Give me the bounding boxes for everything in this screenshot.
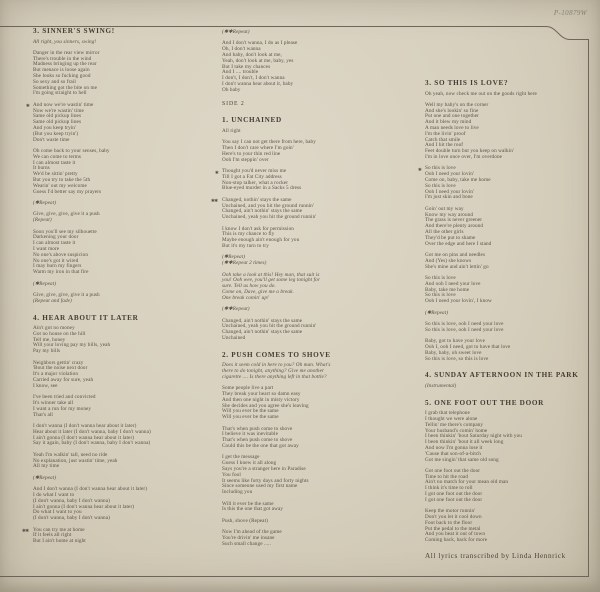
- lyric-stanza: [425, 253, 595, 270]
- lyric-stanza: [26, 101, 220, 144]
- lyric-line: Changed, ain't nothin' stays the same: [222, 329, 303, 336]
- lyric-line: All my time: [33, 463, 60, 470]
- lyric-line: 'Bout the noise next door: [33, 365, 88, 372]
- lyric-line: So this is love, so this is love: [425, 355, 489, 362]
- lyric-line: Will it ever be the same: [222, 500, 274, 507]
- lyric-line: Ooh I need your lovin': [425, 188, 474, 195]
- lyric-line: We'd be sittin' pretty: [33, 171, 78, 178]
- lyric-stanza: [418, 165, 595, 201]
- lyric-line: (✱Repeat): [33, 474, 57, 481]
- lyric-line: Got me singin' that same old song: [425, 456, 499, 463]
- lyric-stanza: [33, 487, 220, 522]
- lyric-line: Goin' out my way: [425, 205, 464, 212]
- lyric-line: Will your loving pay my bills, yeah: [33, 342, 111, 349]
- lyric-stanza: [222, 530, 409, 547]
- lyric-line: (✱✱Repeat 2 times): [222, 260, 267, 267]
- song-title: 4. HEAR ABOUT IT LATER: [33, 313, 139, 322]
- lyric-line: Now we're wastin' time: [33, 107, 84, 114]
- lyric-line: Madness bringing up the rear: [33, 61, 97, 68]
- lyric-line: Say it again, baby (I don't wanna, baby I don't wanna): [33, 440, 151, 447]
- lyric-line: Since someone used my first name: [222, 483, 298, 490]
- lyric-line: I thought we were alone: [425, 415, 478, 422]
- lyric-line: Darkening your door: [33, 234, 79, 241]
- song-title: 3. SO THIS IS LOVE?: [425, 79, 509, 87]
- lyric-line: Guess I knew it all along: [222, 460, 277, 467]
- lyric-line: Coming back, back for more: [425, 537, 488, 544]
- lyric-line: (✱✱Repeat): [222, 306, 250, 313]
- lyric-line: Ain't got no money: [33, 325, 75, 332]
- lyric-stanza: [33, 201, 220, 207]
- lyric-stanza: [222, 307, 409, 313]
- lyric-line: I don't wanna (I don't wanna hear about it later): [33, 422, 137, 429]
- lyric-line: I know I don't ask for permission: [222, 225, 294, 232]
- lyric-line: Yeah, don't look at me, baby, yes: [222, 57, 294, 64]
- lyric-line: And then one night in misty victory: [222, 396, 300, 403]
- repeat-marker: ✱✱: [22, 528, 29, 533]
- lyric-line: It's a major violation: [33, 371, 79, 378]
- lyric-line: You're drivin' me insane: [222, 534, 275, 541]
- lyric-line: You fool: [222, 471, 241, 478]
- lyric-line: That's when push come to shove: [222, 437, 293, 444]
- lyric-line: Hear about it later (I don't wanna, baby I don't wanna): [33, 428, 151, 435]
- lyric-stanza: [222, 227, 409, 250]
- lyric-line: (✱✱Repeat): [222, 29, 250, 35]
- lyric-stanza: [33, 395, 220, 418]
- lyric-stanza: [425, 411, 595, 463]
- lyric-stanza: [222, 363, 409, 380]
- lyric-line: And now we're wastin' time: [33, 101, 94, 108]
- lyric-line: (✱Repeat): [222, 254, 246, 261]
- lyric-line: And I don't wanna, I do as I please: [222, 40, 298, 47]
- lyric-stanza: [425, 322, 595, 334]
- lyric-line: (✱Repeat): [425, 309, 449, 316]
- lyric-line: Will you ever be the same: [222, 414, 279, 421]
- lyric-line: I've been tried and convicted: [33, 394, 96, 401]
- lyric-line: No one's got it wired: [33, 257, 79, 264]
- lyric-line: Something got the bite on me: [33, 84, 98, 91]
- lyric-line: Unchained, yeah you hit the ground runnin': [222, 214, 317, 221]
- repeat-marker: ✱: [418, 166, 422, 172]
- lyric-line: I grab that telephone: [425, 410, 470, 417]
- lyric-line: And I .... trouble: [222, 69, 259, 76]
- lyric-line: All the other girls: [425, 229, 464, 236]
- lyric-line: So this is love, ooh I need your love: [425, 320, 504, 327]
- lyric-stanza: [33, 293, 220, 305]
- lyric-line: But menace is loose again: [33, 67, 90, 74]
- song-title: 2. PUSH COMES TO SHOVE: [222, 350, 331, 359]
- lyric-line: Yeah I'm walkin' tall, need no ride: [33, 451, 108, 458]
- lyric-line: One break comin' up!: [222, 294, 269, 301]
- lyrics-column-right: [418, 79, 595, 577]
- lyric-line: A man needs love to live: [425, 125, 479, 132]
- lyric-line: And ooh I need your love: [425, 280, 481, 287]
- lyric-line: It's winner take all: [33, 399, 74, 406]
- song-title: 5. ONE FOOT OUT THE DOOR: [425, 398, 545, 407]
- lyric-line: (But you keep tryin'): [33, 130, 79, 137]
- lyric-line: But it's my turn to try: [222, 242, 269, 249]
- lyric-stanza: [33, 424, 220, 447]
- lyric-line: I don't wanna hear about it, baby: [222, 80, 294, 87]
- lyric-line: There's trouble in the wind: [33, 55, 92, 62]
- lyric-stanza: [222, 386, 409, 421]
- lyric-line: Danger in the rear view mirror: [33, 49, 100, 56]
- lyric-line: Unchained, yeah you hit the ground runnin': [222, 323, 317, 330]
- lyric-line: Keep the motor runnin': [425, 508, 476, 515]
- lyric-line: So sexy and so frail: [33, 78, 76, 85]
- lyric-line: So this is love, ooh I need your love: [425, 326, 504, 333]
- lyric-stanza: [33, 212, 220, 224]
- lyric-stanza: [222, 30, 409, 36]
- lyric-line: Give, give, give, give it a push: [33, 211, 100, 218]
- lyric-line: I'm the livin' proof: [425, 130, 466, 137]
- lyric-line: But you try to take the 5th: [33, 177, 91, 184]
- lyric-line: Tellin' me there's company: [425, 421, 484, 428]
- lyric-line: Will you ever be the same: [222, 408, 279, 415]
- lyric-stanza: [425, 384, 595, 390]
- lyric-stanza: [33, 51, 220, 97]
- lyric-line: Ooh I'm steppin' over: [222, 156, 269, 163]
- lyric-line: (Repeat): [33, 217, 52, 224]
- lyric-line: Ooh I need your lovin', I know: [425, 298, 492, 305]
- lyric-stanza: [425, 207, 595, 248]
- lyric-stanza: [425, 469, 595, 504]
- lyric-line: Baby, got to have your love: [425, 338, 485, 345]
- lyric-line: Till I got a Fat City address: [222, 173, 282, 180]
- lyric-stanza: [222, 502, 409, 514]
- lyric-line: I got one foot out the door: [425, 496, 483, 503]
- lyric-line: I get the message: [222, 454, 260, 461]
- lyric-line: We can come to terms: [33, 153, 81, 160]
- lyric-line: Know my way around: [425, 211, 474, 218]
- lyric-line: I want more: [33, 245, 60, 252]
- lyric-line: And you beat it out of town: [425, 531, 486, 538]
- repeat-marker: ✱: [26, 103, 30, 109]
- lyric-line: Blue-eyed murder in a Sacks 5 dress: [222, 185, 302, 192]
- repeat-marker: ✱: [215, 169, 219, 175]
- side-label: SIDE 2: [222, 100, 245, 107]
- lyric-line: I do what I want to: [33, 491, 75, 498]
- lyric-stanza: [222, 319, 409, 342]
- lyric-line: And it blew my mind: [425, 119, 472, 126]
- lyric-line: Does it seem cold in here to you? Oh man. What's: [222, 362, 331, 369]
- lyric-line: I can almost taste it: [33, 159, 76, 166]
- lyric-line: Baby, baby, oh sweet love: [425, 349, 482, 356]
- lyrics-column-middle: [211, 29, 409, 576]
- lyric-line: Ooh I, ooh I need, got to have that love: [425, 343, 511, 350]
- lyric-line: Here's to your thin red line: [222, 150, 281, 157]
- lyric-line: So this is love: [425, 165, 456, 172]
- transcription-credit: All lyrics transcribed by Linda Hennrick: [425, 552, 566, 561]
- lyric-line: Is this the one that got away: [222, 506, 284, 513]
- lyric-stanza: [222, 129, 409, 135]
- lyric-line: She's mine and ain't lettin' go: [425, 263, 489, 270]
- lyric-line: I think it's time to roll: [425, 485, 473, 492]
- lyric-line: I ain't gonna (I don't wanna hear about it later): [33, 434, 135, 441]
- lyric-line: Oh yeah, now check me out on the goods right here: [425, 90, 537, 97]
- lyric-line: So this is love: [425, 182, 456, 189]
- song-title: 3. SINNER'S SWING!: [33, 27, 115, 35]
- lyric-line: Changed, ain't nothin' stays the same: [222, 317, 303, 324]
- lyric-line: They'd be put to shame: [425, 234, 476, 241]
- lyric-line: Wearin' out my welcome: [33, 182, 87, 189]
- lyric-line: And she's lookin' so fine: [425, 107, 479, 114]
- lyric-line: I been thinkin' 'bout it all week long: [425, 439, 504, 446]
- lyric-line: Push, shove (Repeat): [222, 517, 268, 524]
- lyric-line: All right, you sinners, swing!: [33, 38, 97, 45]
- lyric-line: Tell me, honey: [33, 336, 66, 343]
- lyric-line: Such small change .....: [222, 540, 271, 547]
- lyric-line: And I hit the roof: [425, 142, 464, 149]
- song-title: 1. UNCHAINED: [222, 116, 282, 125]
- lyric-line: Foot back to the floor: [425, 519, 473, 526]
- lyric-stanza: [33, 230, 220, 276]
- lyric-line: Unchained: [222, 334, 246, 341]
- lyric-line: So this is love: [425, 274, 456, 281]
- lyric-line: Some people live a part: [222, 385, 274, 392]
- lyric-line: I may burn my fingers: [33, 263, 82, 270]
- lyric-line: Come on, Dave, give me a break.: [222, 288, 294, 295]
- lyric-line: I got one foot out the door: [425, 491, 483, 498]
- lyric-line: And I don't wanna (I don't wanna hear about it later): [33, 486, 148, 493]
- lyric-line: You say I can not get there from here, baby: [222, 139, 316, 146]
- lyric-line: cigarette .... Is there anything left in that bottle?: [222, 373, 327, 380]
- lyric-line: If it feels all right: [33, 532, 72, 539]
- lyric-line: Got me on pins and needles: [425, 252, 486, 258]
- repeat-marker: ✱✱: [211, 198, 218, 204]
- lyric-line: Don't you let it cool down: [425, 514, 482, 521]
- lyric-line: Oh come back to your senses, baby: [33, 148, 110, 155]
- lyric-line: Unchained, and you hit the ground runnin': [222, 202, 314, 209]
- lyric-line: Ain't no match for your mean old man: [425, 479, 509, 486]
- lyric-line: And baby, don't look at me,: [222, 51, 282, 58]
- lyric-line: Carried away for sure, yeah: [33, 377, 94, 383]
- catalog-number: P-10879W: [553, 9, 587, 17]
- lyric-stanza: [222, 519, 409, 525]
- lyric-line: Changed, nothin' stays the same: [222, 196, 292, 203]
- lyric-line: Ooh I need your lovin': [425, 171, 474, 178]
- lyric-stanza: [425, 276, 595, 305]
- lyric-line: So this is love: [425, 292, 456, 299]
- lyric-line: The grass is never greener: [425, 217, 483, 224]
- lyric-line: That's when push come to shove: [222, 425, 293, 432]
- lyric-stanza: [222, 427, 409, 450]
- lyric-line: 'Cause that son-of-a-bitch: [425, 450, 481, 457]
- lyric-line: That's all: [33, 411, 53, 418]
- lyric-line: sure. Tell us how you do.: [222, 283, 276, 290]
- lyric-line: No explanation, just wastin' time, yeah: [33, 457, 118, 464]
- lyric-line: And (Yes) she knows: [425, 257, 472, 264]
- lyric-line: Your husband's comin' home: [425, 427, 488, 434]
- lyric-stanza: [33, 326, 220, 355]
- lyric-line: I believe it was inevitable: [222, 431, 278, 438]
- lyric-line: And there're plenty around: [425, 223, 484, 230]
- song-title: 4. SUNDAY AFTERNOON IN THE PARK: [425, 371, 579, 380]
- lyric-line: I want a run for my money: [33, 405, 92, 412]
- lyric-line: Catch that smile: [425, 136, 461, 143]
- lyric-line: This is my chance to fly: [222, 231, 275, 238]
- lyric-line: Guess I'd better say my prayers: [33, 188, 102, 195]
- lyric-line: (I don't wanna, baby I don't wanna): [33, 497, 110, 504]
- lyrics-column-left: [22, 27, 220, 575]
- lyric-stanza: [425, 103, 595, 161]
- lyric-line: there to do tonight, anything? Give me another: [222, 368, 325, 375]
- lyric-line: Got one foot out the door: [425, 467, 481, 474]
- lyric-line: Well my baby's on the corner: [425, 101, 489, 108]
- lyric-line: She looks so fucking good: [33, 73, 91, 80]
- lyric-line: I don't, I don't, I don't wanna: [222, 75, 285, 82]
- lyric-line: (I don't wanna, baby I don't wanna): [33, 515, 110, 522]
- lyric-line: But I ain't home at night: [33, 538, 86, 545]
- lyric-line: No one's above suspicion: [33, 251, 89, 258]
- lyric-line: They break your heart so damn easy: [222, 391, 301, 397]
- lyric-line: I know, see: [33, 382, 58, 389]
- lyric-line: Warm my iron in that fire: [33, 269, 89, 276]
- lyric-line: you! Ooh wee, you'll get some leg tonight for: [222, 277, 320, 284]
- lyric-stanza: [33, 476, 220, 482]
- lyric-stanza: [222, 273, 409, 302]
- lyric-line: But I take my chances: [222, 63, 271, 70]
- lyric-line: (Repeat and fade): [33, 297, 72, 304]
- lyric-line: Now I'm ahead of the game: [222, 529, 282, 536]
- lyric-line: (✱Repeat): [33, 200, 57, 206]
- lyric-line: Ooh take a look at this! Hey man, that suit is: [222, 271, 320, 278]
- lyric-line: Pay my bills: [33, 348, 61, 355]
- lyric-line: Non-stop talker, what a rocker: [222, 179, 289, 186]
- lyric-stanza: [222, 455, 409, 496]
- lyric-stanza: [33, 149, 220, 195]
- lyric-stanza: [33, 40, 220, 46]
- lyric-stanza: [22, 526, 220, 545]
- lyric-stanza: [215, 168, 409, 192]
- lyric-stanza: [425, 92, 595, 98]
- lyric-stanza: [33, 453, 220, 470]
- lyric-stanza: [222, 41, 409, 93]
- lyric-line: I'm just skin and bone: [425, 194, 473, 201]
- lyric-line: Put one and one together: [425, 113, 479, 120]
- lyric-line: Changed, ain't nothin' stays the same: [222, 208, 303, 215]
- lyric-line: You can try me at home: [33, 526, 85, 533]
- lyric-line: And you keep tryin': [33, 125, 77, 132]
- lyric-stanza: [222, 255, 409, 267]
- lyric-line: (✱Repeat): [33, 280, 57, 287]
- lyric-stanza: [33, 361, 220, 390]
- lyric-stanza: [33, 282, 220, 288]
- lyric-line: Come on, baby, take me home: [425, 177, 491, 184]
- lyric-line: I'm in love once over, I'm overdone: [425, 154, 503, 161]
- lyric-line: Got no house on the hill: [33, 330, 86, 337]
- lyric-line: Oh baby: [222, 86, 241, 93]
- lyric-line: I been thinkin' 'bout Saturday night with you: [425, 433, 522, 440]
- lyric-line: Could this be the one that got away: [222, 442, 299, 449]
- lyric-line: Over the edge and here I stand: [425, 240, 492, 247]
- lyric-stanza: [425, 509, 595, 544]
- lyric-line: Says you're a stranger here in Paradise: [222, 465, 306, 472]
- lyric-line: It seems like forty days and forty nights: [222, 477, 309, 484]
- lyric-line: Same old pickup lines: [33, 119, 82, 126]
- lyric-stanza: [211, 196, 409, 221]
- lyric-line: Then I don't care where I'm goin': [222, 145, 294, 152]
- lyric-line: It burns: [33, 165, 50, 172]
- lyric-stanza: [425, 311, 595, 317]
- lyric-line: Same old pickup lines: [33, 113, 82, 120]
- lyric-line: Thought you'd never miss me: [222, 168, 287, 175]
- lyric-line: And now I'm gonna lose it: [425, 444, 483, 451]
- lyric-line: Maybe enough ain't enough for you: [222, 237, 300, 244]
- lyric-line: Do what I want to you: [33, 509, 82, 516]
- lyric-line: Baby, take me home: [425, 286, 470, 293]
- lyric-line: I ain't gonna (I don't wanna hear about it later): [33, 503, 135, 510]
- lyric-line: Time to hit the road: [425, 473, 469, 480]
- lyric-line: Oh, I don't wanna: [222, 46, 261, 53]
- lyric-line: Soon you'll see my silhouette: [33, 228, 97, 235]
- lyric-line: I can almost taste it: [33, 240, 76, 247]
- lyric-line: Give, give, give, give it a push: [33, 291, 100, 298]
- lyric-line: (Instrumental): [425, 382, 457, 389]
- lyric-line: She decides and you agree she's leaving: [222, 402, 309, 409]
- lyric-line: All right: [222, 127, 241, 134]
- lyric-line: I'm going straight to hell: [33, 90, 87, 97]
- lyric-line: Don't waste time: [33, 136, 70, 143]
- lyric-line: Feet double turn but you keep on walkin': [425, 148, 514, 155]
- lyric-line: Put the pedal to the metal: [425, 525, 481, 532]
- lyric-stanza: [222, 140, 409, 163]
- lyric-line: Neighbors gettin' crazy: [33, 359, 84, 366]
- lyric-line: Including you: [222, 489, 253, 496]
- lyric-stanza: [425, 339, 595, 362]
